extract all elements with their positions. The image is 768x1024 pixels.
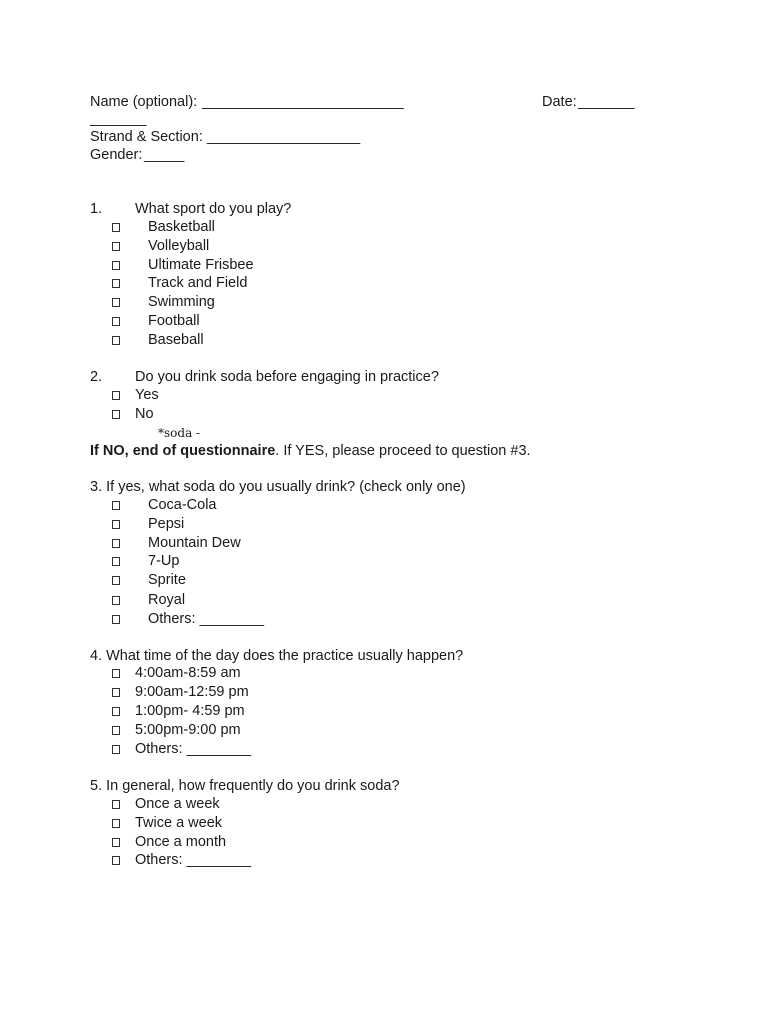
q1-option-label: Swimming	[148, 294, 215, 310]
q2-number: 2.	[90, 369, 103, 385]
gender-field[interactable]: _____	[144, 147, 185, 163]
q5-option-checkbox[interactable]	[112, 838, 120, 847]
strand-label: Strand & Section:	[90, 129, 203, 145]
q4-option-label: 9:00am-12:59 pm	[135, 684, 249, 700]
q3-option-label: Royal	[148, 592, 186, 608]
q3-option-label: Mountain Dew	[148, 535, 241, 551]
q3-option-checkbox[interactable]	[112, 596, 120, 605]
name-label: Name (optional):	[90, 94, 198, 110]
q4-option-label: 1:00pm- 4:59 pm	[135, 703, 245, 719]
q1-number: 1.	[90, 201, 103, 217]
q2-instruction	[90, 442, 531, 460]
q2-option-checkbox[interactable]	[112, 391, 120, 400]
q4-option-checkbox[interactable]	[112, 688, 120, 697]
q5-option-label: Twice a week	[135, 815, 223, 831]
q2-option-checkbox[interactable]	[112, 410, 120, 419]
q3-option-label: Sprite	[148, 572, 186, 588]
q1-option-checkbox[interactable]	[112, 261, 120, 270]
q1-option-label: Ultimate Frisbee	[148, 257, 254, 273]
date-field[interactable]: _______	[578, 94, 635, 110]
q4-option-checkbox[interactable]	[112, 669, 120, 678]
q3-option-label: Pepsi	[148, 516, 185, 532]
q3-option-checkbox[interactable]	[112, 501, 120, 510]
q1-text: What sport do you play?	[135, 201, 292, 217]
q3-option-checkbox[interactable]	[112, 520, 120, 529]
strand-field[interactable]: ___________________	[207, 129, 361, 145]
q1-option-label: Volleyball	[148, 238, 210, 254]
q2-instruction-rest: . If YES, please proceed to question #3.	[275, 443, 531, 459]
date-label: Date:	[542, 94, 577, 110]
q4-option-checkbox[interactable]	[112, 745, 120, 754]
q4-option-label: Others: ________	[135, 741, 252, 757]
q5-option-label: Others: ________	[135, 852, 252, 868]
q4-text: 4. What time of the day does the practice usually happen?	[90, 648, 464, 664]
name-field[interactable]: _________________________	[202, 94, 404, 110]
gender-label: Gender:	[90, 147, 143, 163]
q4-option-checkbox[interactable]	[112, 726, 120, 735]
q4-option-label: 5:00pm-9:00 pm	[135, 722, 241, 738]
q5-option-label: Once a month	[135, 834, 227, 850]
q3-option-label: 7-Up	[148, 553, 180, 569]
q5-text: 5. In general, how frequently do you drink soda?	[90, 778, 400, 794]
q1-option-checkbox[interactable]	[112, 298, 120, 307]
q2-option-label: Yes	[135, 387, 159, 403]
q1-option-checkbox[interactable]	[112, 242, 120, 251]
q1-option-checkbox[interactable]	[112, 223, 120, 232]
q2-text: Do you drink soda before engaging in practice?	[135, 369, 439, 385]
q3-option-checkbox[interactable]	[112, 557, 120, 566]
q2-instruction-bold: If NO, end of questionnaire	[90, 443, 276, 459]
q1-option-label: Track and Field	[148, 275, 248, 291]
q2-option-label: No	[135, 406, 154, 422]
q1-option-label: Basketball	[148, 219, 215, 235]
q5-option-checkbox[interactable]	[112, 856, 120, 865]
q3-option-label: Coca-Cola	[148, 497, 217, 513]
q3-option-checkbox[interactable]	[112, 615, 120, 624]
q5-option-label: Once a week	[135, 796, 220, 812]
q3-option-label: Others: ________	[148, 611, 265, 627]
soda-note: *soda -	[158, 426, 201, 440]
q1-option-checkbox[interactable]	[112, 279, 120, 288]
q3-option-checkbox[interactable]	[112, 539, 120, 548]
q3-text: 3. If yes, what soda do you usually drink? (check only one)	[90, 479, 466, 495]
q4-option-checkbox[interactable]	[112, 707, 120, 716]
q3-option-checkbox[interactable]	[112, 576, 120, 585]
date-field-continued[interactable]: _______	[90, 111, 147, 127]
q1-option-label: Football	[148, 313, 200, 329]
q4-option-label: 4:00am-8:59 am	[135, 665, 241, 681]
q5-option-checkbox[interactable]	[112, 819, 120, 828]
q1-option-checkbox[interactable]	[112, 336, 120, 345]
q5-option-checkbox[interactable]	[112, 800, 120, 809]
q1-option-label: Baseball	[148, 332, 204, 348]
q1-option-checkbox[interactable]	[112, 317, 120, 326]
